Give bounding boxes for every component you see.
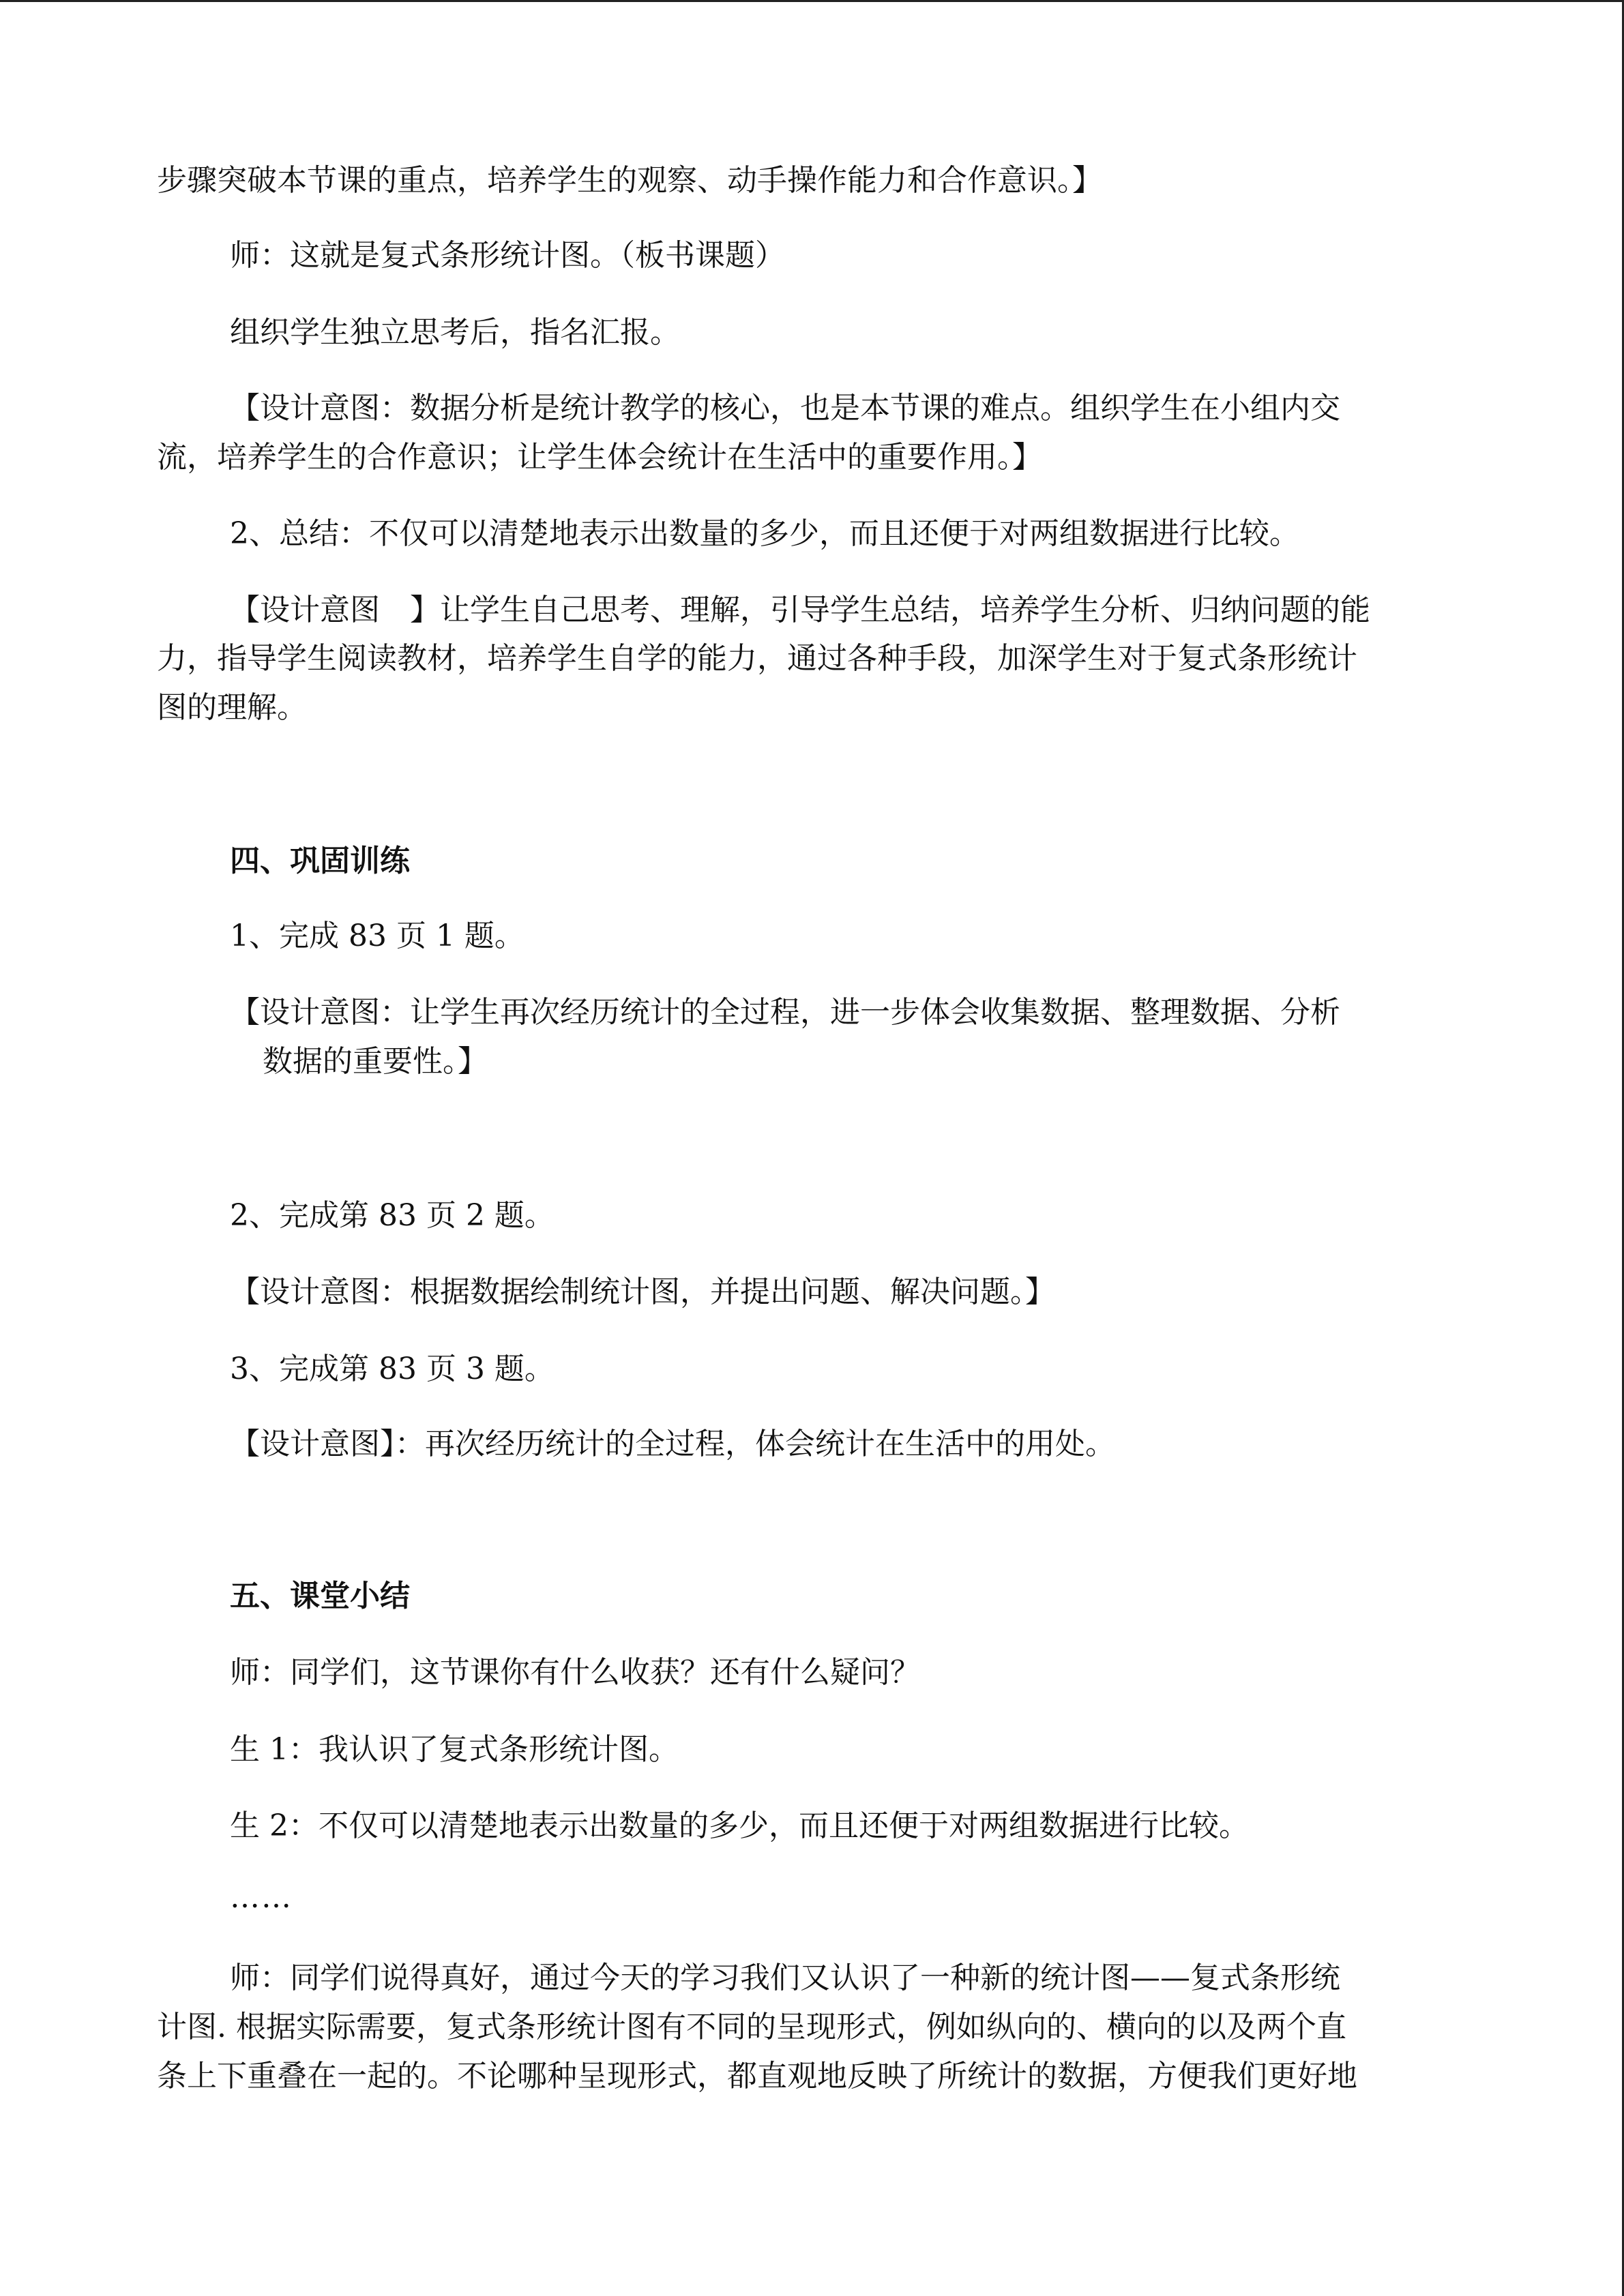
design-intent-line: 【设计意图 】让学生自己思考、理解，引导学生总结，培养学生分析、归纳问题的能 xyxy=(230,593,1370,627)
design-intent-line: 数据的重要性。】 xyxy=(263,1044,488,1079)
ellipsis-line: …… xyxy=(230,1880,293,1915)
paragraph-line: 步骤突破本节课的重点，培养学生的观察、动手操作能力和合作意识。】 xyxy=(157,163,1102,198)
dialogue-line: 生 1：我认识了复式条形统计图。 xyxy=(230,1732,679,1767)
design-intent-line: 【设计意图：根据数据绘制统计图，并提出问题、解决问题。】 xyxy=(230,1274,1055,1309)
section-heading: 四、巩固训练 xyxy=(230,844,410,878)
design-intent-line: 流，培养学生的合作意识；让学生体会统计在生活中的重要作用。】 xyxy=(157,440,1042,475)
design-intent-line: 【设计意图：让学生再次经历统计的全过程，进一步体会收集数据、整理数据、分析 xyxy=(230,995,1340,1030)
design-intent-line: 力，指导学生阅读教材，培养学生自学的能力，通过各种手段，加深学生对于复式条形统计 xyxy=(157,641,1357,676)
design-intent-line: 【设计意图：数据分析是统计教学的核心，也是本节课的难点。组织学生在小组内交 xyxy=(230,391,1340,426)
summary-line: 2、总结：不仅可以清楚地表示出数量的多少，而且还便于对两组数据进行比较。 xyxy=(230,516,1299,551)
paragraph-line: 计图. 根据实际需要，复式条形统计图有不同的呈现形式，例如纵向的、横向的以及两个直 xyxy=(157,2010,1346,2044)
exercise-line: 1、完成 83 页 1 题。 xyxy=(230,919,525,953)
paragraph-line: 组织学生独立思考后，指名汇报。 xyxy=(230,315,680,350)
dialogue-line: 师：同学们，这节课你有什么收获？还有什么疑问？ xyxy=(230,1655,920,1690)
design-intent-line: 图的理解。 xyxy=(157,690,307,725)
design-intent-line: 【设计意图】：再次经历统计的全过程，体会统计在生活中的用处。 xyxy=(230,1427,1115,1461)
paragraph-line: 条上下重叠在一起的。不论哪种呈现形式，都直观地反映了所统计的数据，方便我们更好地 xyxy=(157,2059,1357,2093)
exercise-line: 3、完成第 83 页 3 题。 xyxy=(230,1352,555,1386)
exercise-line: 2、完成第 83 页 2 题。 xyxy=(230,1198,555,1233)
paragraph-line: 师：同学们说得真好，通过今天的学习我们又认识了一种新的统计图——复式条形统 xyxy=(230,1960,1340,1995)
paragraph-line: 师：这就是复式条形统计图。（板书课题） xyxy=(230,238,785,273)
section-heading: 五、课堂小结 xyxy=(230,1579,410,1613)
dialogue-line: 生 2：不仅可以清楚地表示出数量的多少，而且还便于对两组数据进行比较。 xyxy=(230,1808,1249,1843)
